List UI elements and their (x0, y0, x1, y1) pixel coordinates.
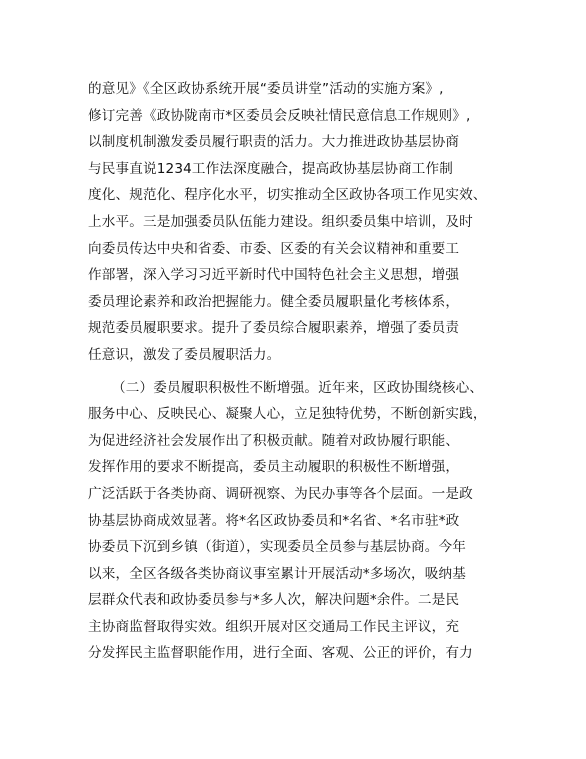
text-line: 向委员传达中央和省委、市委、区委的有关会议精神和重要工 (88, 240, 460, 257)
text-line: 任意识，激发了委员履职活力。 (88, 346, 281, 363)
text-line: 委员理论素养和政治把握能力。健全委员履职量化考核体系， (88, 293, 460, 310)
text-line: 协基层协商成效显著。将*名区政协委员和*名省、*名市驻*政 (88, 512, 460, 529)
text-line: 的意见》《全区政协系统开展“委员讲堂”活动的实施方案》, (88, 81, 444, 97)
paragraph-2 (88, 375, 508, 668)
text-line: 修订完善《政协陇南市*区委员会反映社情民意信息工作规则》, (88, 107, 471, 124)
text-line: 度化、规范化、程序化水平，切实推动全区政协各项工作见实效、 (88, 187, 487, 204)
body-text (88, 76, 508, 667)
text-line: 发挥作用的要求不断提高，委员主动履职的积极性不断增强， (88, 459, 460, 476)
text-line: 服务中心、反映民心、凝聚人心，立足独特优势，不断创新实践， (88, 406, 487, 423)
text-line: 作部署，深入学习习近平新时代中国特色社会主义思想，增强 (88, 267, 460, 284)
text-line: 主协商监督取得实效。组织开展对区交通局工作民主评议，充 (88, 618, 460, 635)
text-line: 广泛活跃于各类协商、调研视察、为民办事等各个层面。一是政 (88, 485, 473, 502)
text-line: 与民事直说1234工作法深度融合，提高政协基层协商工作制 (88, 160, 454, 177)
text-line: 为促进经济社会发展作出了积极贡献。随着对政协履行职能、 (88, 432, 460, 449)
text-line: 上水平。三是加强委员队伍能力建设。组织委员集中培训，及时 (88, 213, 473, 230)
text-line: （二）委员履职积极性不断增强。近年来，区政协围绕核心、 (112, 379, 484, 396)
text-line: 协委员下沉到乡镇（街道），实现委员全员参与基层协商。今年 (88, 539, 467, 556)
text-line: 层群众代表和政协委员参与*多人次，解决问题*余件。二是民 (88, 592, 460, 609)
text-line: 以来，全区各级各类协商议事室累计开展活动*多场次，吸纳基 (88, 565, 467, 582)
text-line: 分发挥民主监督职能作用，进行全面、客观、公正的评价，有力 (88, 645, 473, 662)
paragraph-1 (88, 76, 508, 369)
text-line: 规范委员履职要求。提升了委员综合履职素养，增强了委员责 (88, 320, 460, 337)
text-line: 以制度机制激发委员履行职责的活力。大力推进政协基层协商 (88, 134, 460, 151)
